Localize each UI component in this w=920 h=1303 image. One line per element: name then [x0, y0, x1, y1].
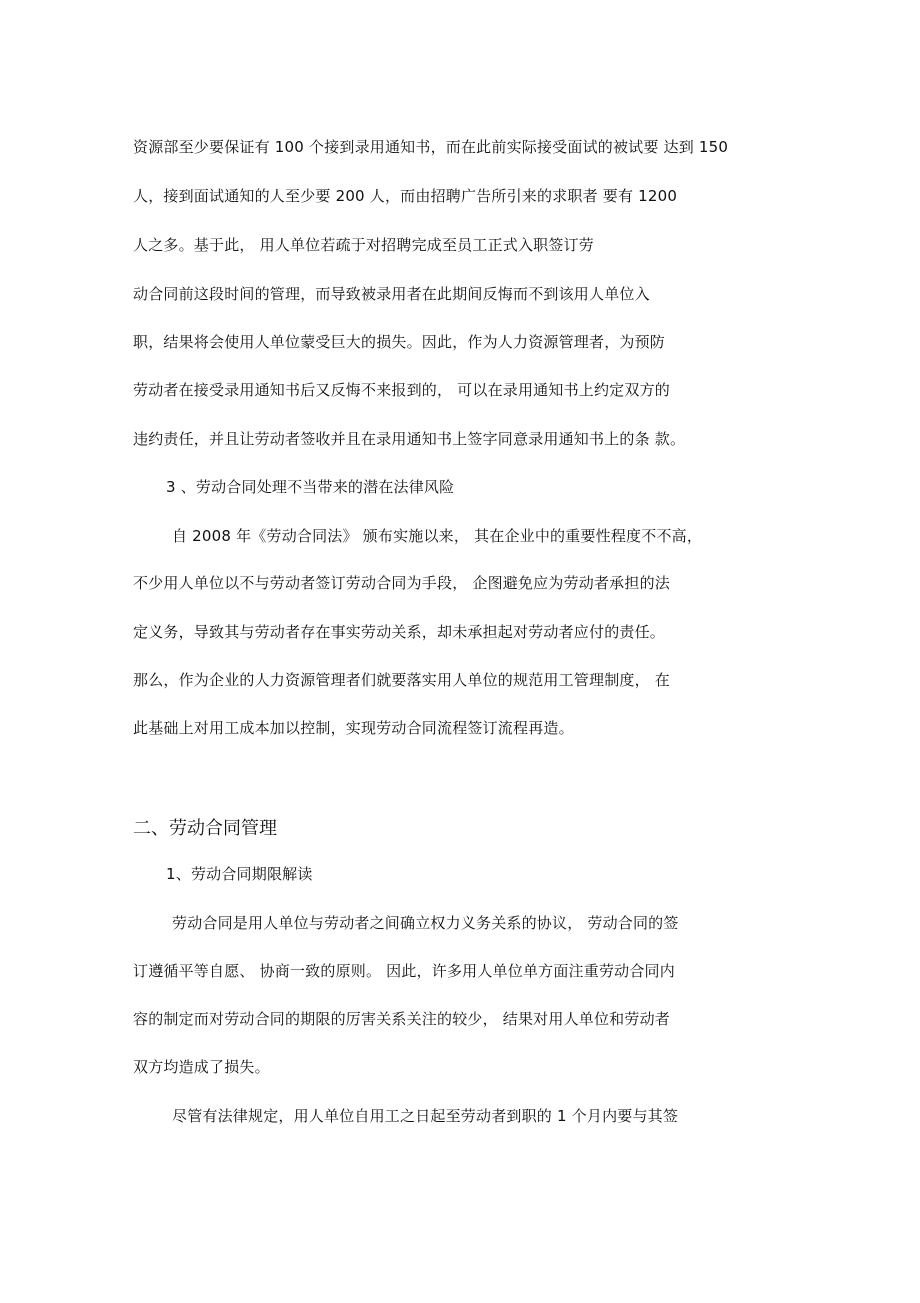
paragraph-line: 自 2008 年《劳动合同法》 颁布实施以来， 其在企业中的重要性程度不不高， [172, 527, 703, 545]
paragraph-line: 人，接到面试通知的人至少要 200 人，而由招聘广告所引来的求职者 要有 1200 [133, 187, 678, 205]
paragraph-line: 劳动合同是用人单位与劳动者之间确立权力义务关系的协议， 劳动合同的签 [172, 914, 679, 932]
paragraph-line: 不少用人单位以不与劳动者签订劳动合同为手段， 企图避免应为劳动者承担的法 [133, 574, 670, 592]
paragraph-line: 劳动者在接受录用通知书后又反悔不来报到的， 可以在录用通知书上约定双方的 [133, 381, 670, 399]
paragraph-line: 职，结果将会使用人单位蒙受巨大的损失。因此，作为人力资源管理者，为预防 [133, 333, 666, 351]
paragraph-line: 容的制定而对劳动合同的期限的厉害关系关注的较少， 结果对用人单位和劳动者 [133, 1010, 670, 1028]
paragraph-line: 此基础上对用工成本加以控制，实现劳动合同流程签订流程再造。 [133, 719, 574, 737]
paragraph-line: 违约责任，并且让劳动者签收并且在录用通知书上签字同意录用通知书上的条 款。 [133, 430, 686, 448]
section-heading: 二、劳动合同管理 [133, 818, 277, 839]
paragraph-line: 定义务，导致其与劳动者存在事实劳动关系，却未承担起对劳动者应付的责任。 [133, 623, 666, 641]
paragraph-line: 资源部至少要保证有 100 个接到录用通知书，而在此前实际接受面试的被试要 达到 150 [133, 138, 729, 156]
paragraph-line: 尽管有法律规定，用人单位自用工之日起至劳动者到职的 1 个月内要与其签 [172, 1107, 679, 1125]
paragraph-line: 人之多。基于此， 用人单位若疏于对招聘完成至员工正式入职签订劳 [133, 236, 594, 254]
subheading: 3 、劳动合同处理不当带来的潜在法律风险 [166, 478, 455, 496]
paragraph-line: 订遵循平等自愿、 协商一致的原则。 因此，许多用人单位单方面注重劳动合同内 [133, 962, 675, 980]
subheading: 1、劳动合同期限解读 [166, 865, 313, 883]
paragraph-line: 双方均造成了损失。 [133, 1058, 270, 1076]
paragraph-line: 动合同前这段时间的管理，而导致被录用者在此期间反悔而不到该用人单位入 [133, 285, 650, 303]
paragraph-line: 那么，作为企业的人力资源管理者们就要落实用人单位的规范用工管理制度， 在 [133, 671, 670, 689]
